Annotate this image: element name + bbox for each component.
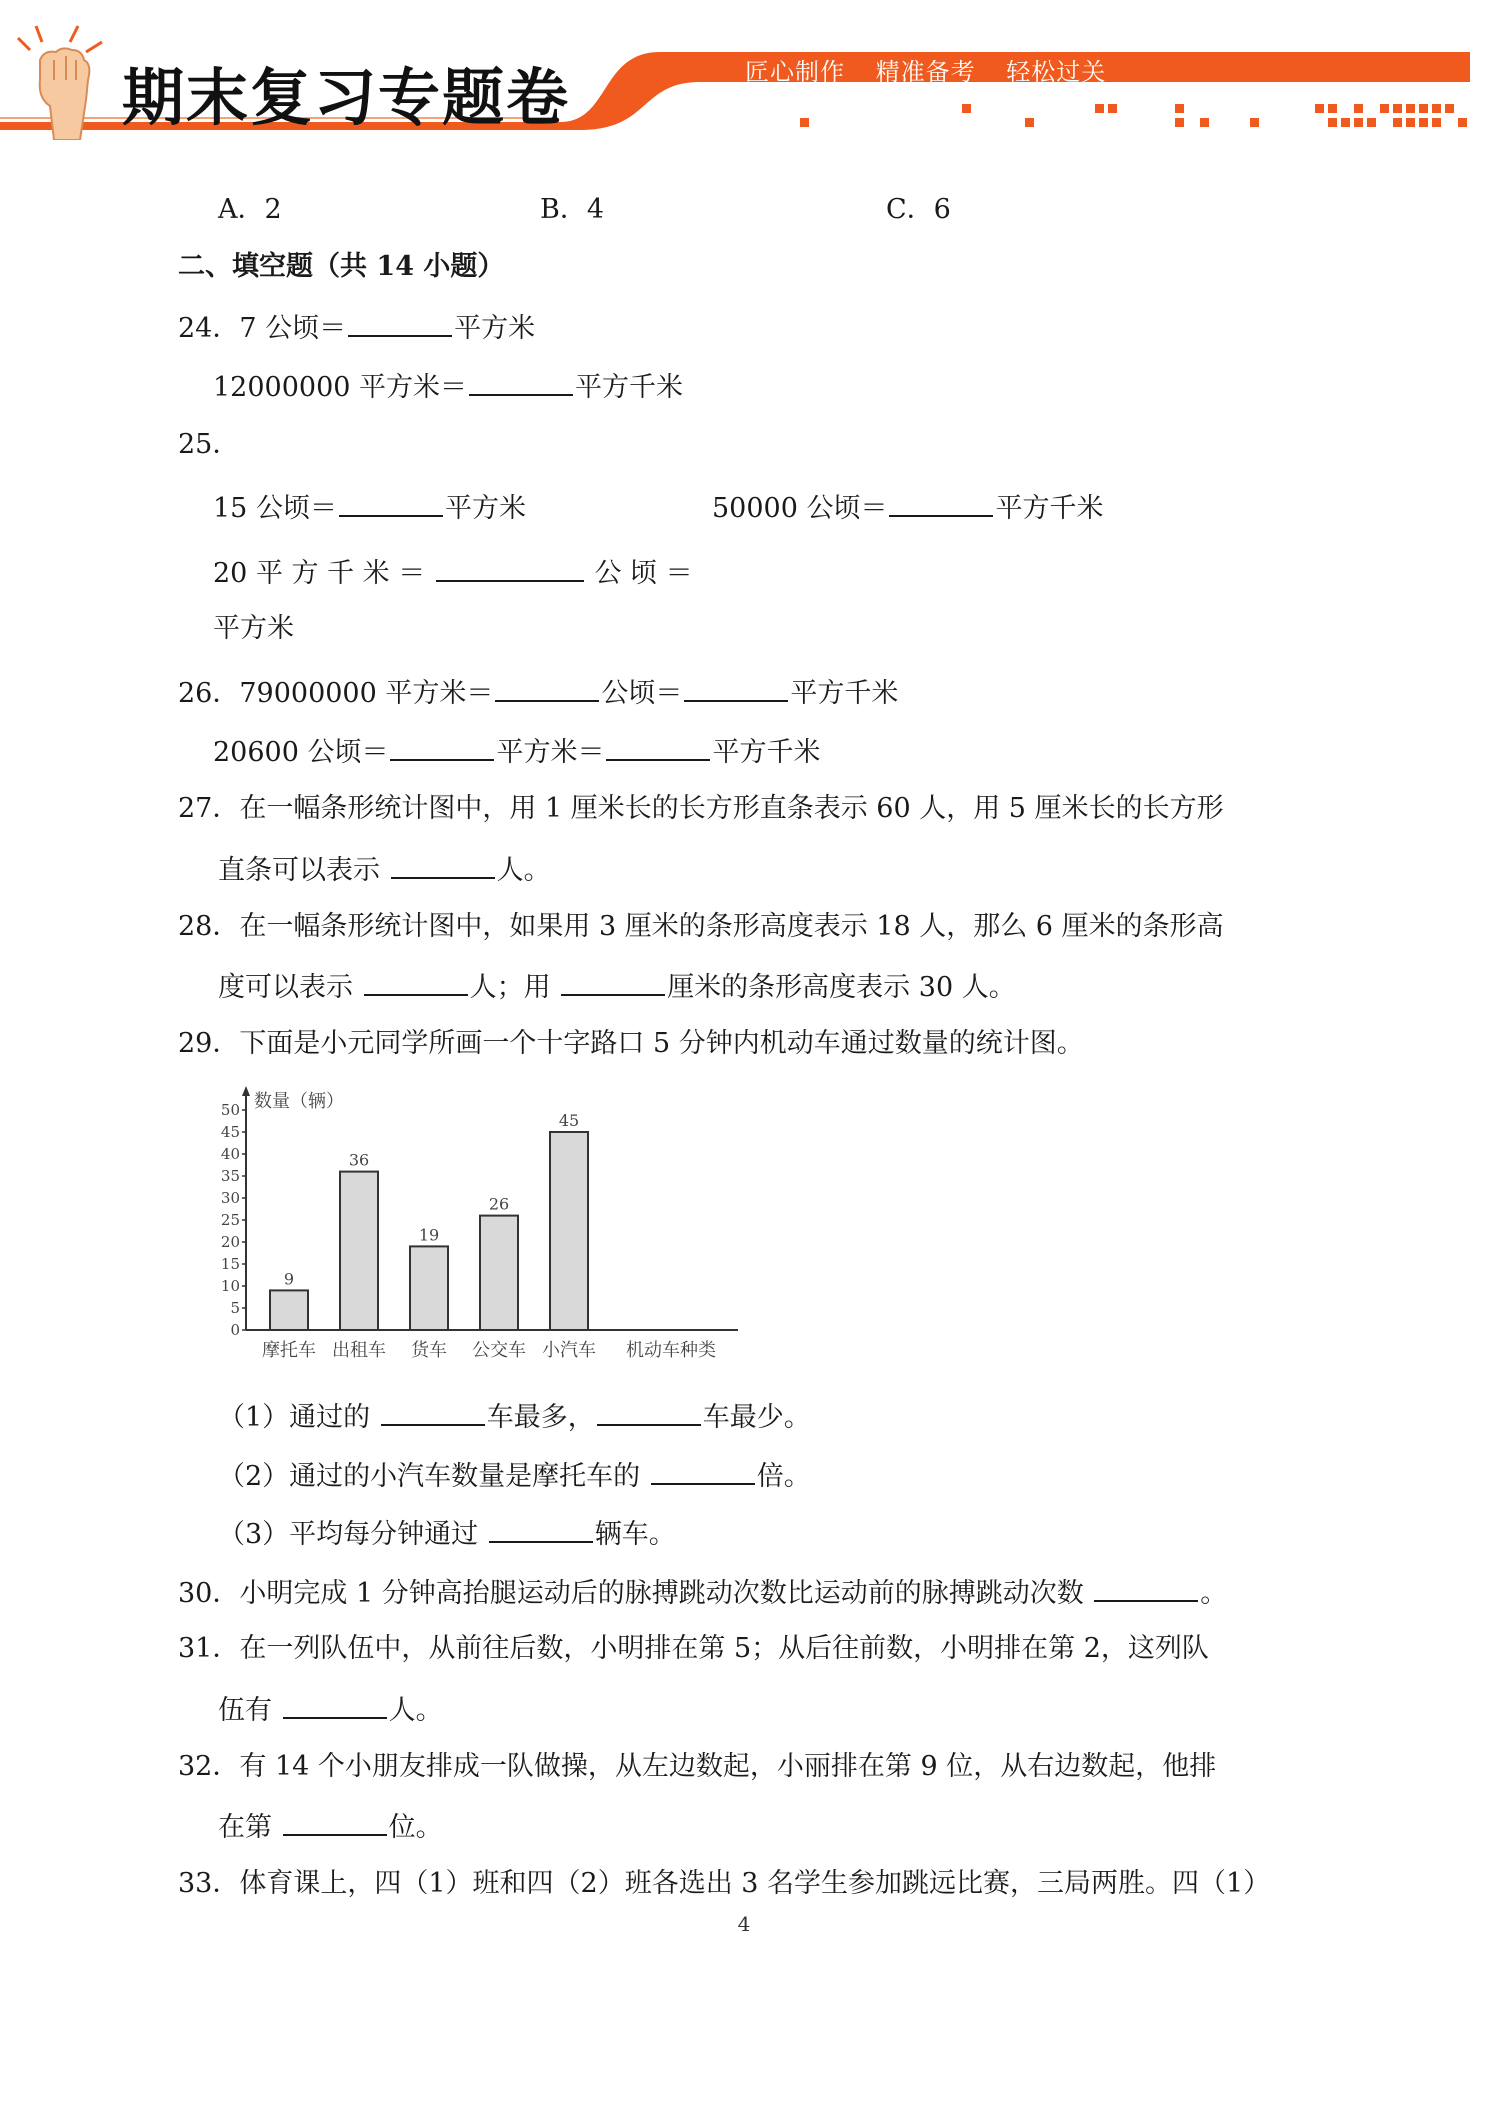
q29-sub2	[218, 1457, 811, 1494]
q28-text-c: 厘米的条形高度表示 30 人。	[667, 972, 1016, 1003]
answer-blank[interactable]	[436, 554, 584, 582]
q29-text: 29．下面是小元同学所画一个十字路口 5 分钟内机动车通过数量的统计图。	[178, 1028, 1084, 1059]
q26-b2: 平方米＝	[496, 737, 605, 768]
q25-c3: 平方米	[213, 613, 294, 644]
q29-sub3-a: （3）平均每分钟通过	[218, 1519, 479, 1550]
bar-value-label: 9	[283, 1269, 295, 1289]
q30-line	[178, 1574, 1227, 1611]
q25-number: 25．	[178, 429, 240, 460]
x-category-label: 小汽车	[542, 1340, 596, 1361]
q28-text-a: 度可以表示	[218, 972, 353, 1003]
q27-text-a: 直条可以表示	[218, 855, 380, 886]
q28-line1: 28．在一幅条形统计图中，如果用 3 厘米的条形高度表示 18 人，那么 6 厘米的条形高	[178, 911, 1224, 942]
q27-line1: 27．在一幅条形统计图中，用 1 厘米长的长方形直条表示 60 人，用 5 厘米长的长方形	[178, 793, 1224, 824]
q24-text-d: 平方千米	[575, 372, 684, 403]
section-count: 14	[376, 251, 414, 282]
y-tick-label: 35	[220, 1167, 240, 1185]
y-axis-arrow	[242, 1086, 250, 1096]
q29-sub1-c: 车最少。	[702, 1402, 811, 1433]
q30-text-b: 。	[1200, 1578, 1228, 1609]
q31-text-b: 人。	[388, 1695, 443, 1726]
answer-blank[interactable]	[597, 1398, 701, 1426]
bar-公交车	[480, 1216, 518, 1330]
y-tick-label: 40	[220, 1145, 240, 1163]
y-tick-label: 30	[220, 1189, 240, 1207]
answer-blank[interactable]	[283, 1808, 387, 1836]
q26-a2: 公顷＝	[601, 678, 683, 709]
q29-sub2-a: （2）通过的小汽车数量是摩托车的	[218, 1461, 641, 1492]
answer-blank[interactable]	[651, 1457, 755, 1485]
answer-blank[interactable]	[1094, 1574, 1198, 1602]
answer-blank[interactable]	[684, 674, 788, 702]
q33-line1: 33．体育课上，四（1）班和四（2）班各选出 3 名学生参加跳远比赛，三局两胜。四（1）	[178, 1868, 1271, 1899]
section-title-suffix: 小题）	[423, 251, 505, 282]
bar-摩托车	[270, 1290, 308, 1330]
bar-value-label: 26	[488, 1194, 510, 1214]
q28-line2	[218, 968, 1016, 1005]
answer-blank[interactable]	[489, 1515, 593, 1543]
page-number: 4	[737, 1912, 751, 1936]
q24-line1	[178, 309, 535, 346]
q28-text-b: 人；用	[469, 972, 551, 1003]
q24-text-a: 24．7 公顷＝	[178, 313, 347, 344]
q29-sub3	[218, 1515, 676, 1552]
q29-sub1	[218, 1398, 811, 1435]
q29-sub1-b: 车最多，	[486, 1402, 595, 1433]
slogan-3: 轻松过关	[1006, 58, 1107, 86]
q31-text-a: 伍有	[218, 1695, 272, 1726]
q25-c1: 20 平 方 千 米 ＝	[213, 558, 426, 589]
answer-blank[interactable]	[469, 368, 573, 396]
q29-sub3-b: 辆车。	[594, 1519, 676, 1550]
answer-blank[interactable]	[561, 968, 665, 996]
y-tick-label: 50	[220, 1101, 240, 1119]
slogan-1: 匠心制作	[745, 58, 845, 86]
q24-text-b: 平方米	[454, 313, 536, 344]
q32-line2	[218, 1808, 443, 1845]
answer-blank[interactable]	[606, 733, 710, 761]
bar-chart	[218, 1082, 758, 1367]
q29-sub2-b: 倍。	[756, 1461, 811, 1492]
y-tick-label: 5	[230, 1299, 240, 1317]
q32-line1: 32．有 14 个小朋友排成一队做操，从左边数起，小丽排在第 9 位，从右边数起，他排	[178, 1751, 1217, 1782]
q29-sub1-a: （1）通过的	[218, 1402, 371, 1433]
slogan-2: 精准备考	[875, 58, 976, 86]
q32-text-a: 在第	[218, 1812, 272, 1843]
y-tick-label: 45	[220, 1123, 240, 1141]
q25-b1: 50000 公顷＝	[712, 493, 888, 524]
section-title	[178, 250, 504, 284]
answer-blank[interactable]	[391, 851, 495, 879]
y-tick-label: 0	[230, 1321, 240, 1339]
option-b: B．4	[540, 194, 605, 225]
q25-a1: 15 公顷＝	[213, 493, 337, 524]
q25-c2: 公 顷 ＝	[594, 558, 693, 589]
answer-blank[interactable]	[348, 309, 452, 337]
q32-text-b: 位。	[388, 1812, 443, 1843]
q26-a1: 26．79000000 平方米＝	[178, 678, 494, 709]
q26-a3: 平方千米	[790, 678, 899, 709]
answer-blank[interactable]	[889, 489, 993, 517]
header-banner	[0, 0, 1488, 140]
fist-icon	[10, 20, 120, 140]
q31-line2	[218, 1691, 443, 1728]
bar-出租车	[340, 1172, 378, 1330]
q25-c	[213, 554, 693, 591]
x-axis-label: 机动车种类	[626, 1340, 716, 1361]
header-slogan	[745, 52, 1128, 87]
x-category-label: 出租车	[332, 1340, 386, 1361]
q26-line2	[213, 733, 820, 770]
bar-value-label: 36	[348, 1150, 370, 1170]
q30-text-a: 30．小明完成 1 分钟高抬腿运动后的脉搏跳动次数比运动前的脉搏跳动次数	[178, 1578, 1084, 1609]
y-tick-label: 20	[220, 1233, 240, 1251]
x-category-label: 公交车	[472, 1340, 526, 1361]
q25-b	[712, 489, 1103, 526]
q26-line1	[178, 674, 898, 711]
y-axis-label: 数量（辆）	[254, 1091, 344, 1112]
q25-a2: 平方米	[444, 493, 526, 524]
q24-line2	[213, 368, 683, 405]
q27-line2	[218, 851, 551, 888]
bar-小汽车	[550, 1132, 588, 1330]
y-tick-label: 10	[220, 1277, 240, 1295]
q31-line1: 31．在一列队伍中，从前往后数，小明排在第 5；从后往前数，小明排在第 2，这列队	[178, 1633, 1209, 1664]
answer-blank[interactable]	[495, 674, 599, 702]
option-a: A．2	[218, 194, 282, 225]
answer-blank[interactable]	[390, 733, 494, 761]
answer-blank[interactable]	[283, 1691, 387, 1719]
y-tick-label: 15	[220, 1255, 240, 1273]
bar-value-label: 19	[418, 1225, 440, 1245]
q26-b3: 平方千米	[712, 737, 821, 768]
q25-b2: 平方千米	[995, 493, 1104, 524]
q27-text-b: 人。	[496, 855, 551, 886]
header-title: 期末复习专题卷	[122, 61, 571, 134]
y-tick-label: 25	[220, 1211, 240, 1229]
answer-blank[interactable]	[339, 489, 443, 517]
x-category-label: 货车	[411, 1340, 447, 1361]
q25-a	[213, 489, 526, 526]
answer-blank[interactable]	[381, 1398, 485, 1426]
answer-blank[interactable]	[364, 968, 468, 996]
bar-value-label: 45	[558, 1111, 580, 1130]
option-c: C．6	[886, 194, 951, 225]
section-title-prefix: 二、填空题（共	[178, 251, 367, 282]
bar-货车	[410, 1246, 448, 1330]
x-category-label: 摩托车	[262, 1340, 316, 1361]
q24-text-c: 12000000 平方米＝	[213, 372, 468, 403]
q26-b1: 20600 公顷＝	[213, 737, 389, 768]
